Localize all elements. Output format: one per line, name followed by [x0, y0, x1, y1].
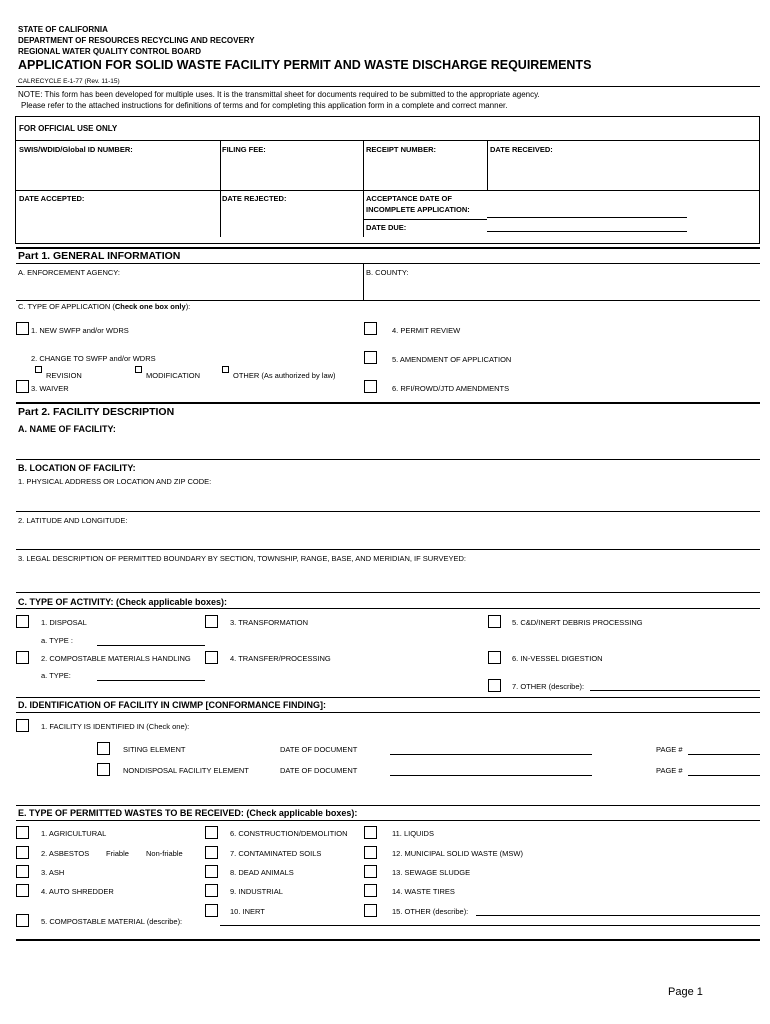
- facility-name-field[interactable]: [16, 459, 760, 460]
- application-type-label: C. TYPE OF APPLICATION (Check one box only):: [18, 302, 191, 311]
- asbestos-friable-label: Friable: [106, 849, 129, 858]
- sewage-sludge-checkbox[interactable]: [364, 865, 377, 878]
- acceptance-date-label-1: ACCEPTANCE DATE OF: [366, 194, 452, 203]
- rfi-rowd-checkbox[interactable]: [364, 380, 377, 393]
- in-vessel-label: 6. IN-VESSEL DIGESTION: [512, 654, 603, 663]
- county-label: B. COUNTY:: [366, 268, 409, 277]
- auto-shredder-checkbox[interactable]: [16, 884, 29, 897]
- form-title: APPLICATION FOR SOLID WASTE FACILITY PERMIT AND WASTE DISCHARGE REQUIREMENTS: [18, 58, 592, 72]
- modification-label: MODIFICATION: [146, 371, 201, 380]
- compostable-material-checkbox[interactable]: [16, 914, 29, 927]
- agricultural-label: 1. AGRICULTURAL: [41, 829, 107, 838]
- nondisposal-element-label: NONDISPOSAL FACILITY ELEMENT: [123, 766, 249, 775]
- state-name: STATE OF CALIFORNIA: [18, 25, 108, 34]
- liquids-label: 11. LIQUIDS: [392, 829, 434, 838]
- siting-page-field[interactable]: [688, 754, 760, 755]
- acceptance-date-field[interactable]: [487, 217, 687, 218]
- asbestos-checkbox[interactable]: [16, 846, 29, 859]
- note-line-2: Please refer to the attached instructions for definitions of terms and for completing this application form in a complete and correct manner.: [21, 101, 508, 110]
- amendment-label: 5. AMENDMENT OF APPLICATION: [392, 355, 512, 364]
- other-authorized-checkbox[interactable]: [222, 366, 229, 373]
- compostable-material-label: 5. COMPOSTABLE MATERIAL (describe):: [41, 917, 183, 926]
- compostable-type-label: a. TYPE:: [41, 671, 71, 680]
- physical-address-field[interactable]: [16, 511, 760, 512]
- other-waste-label: 15. OTHER (describe):: [392, 907, 469, 916]
- msw-checkbox[interactable]: [364, 846, 377, 859]
- part2-heading: Part 2. FACILITY DESCRIPTION: [18, 406, 175, 418]
- nondisposal-element-checkbox[interactable]: [97, 763, 110, 776]
- new-swfp-label: 1. NEW SWFP and/or WDRS: [31, 326, 129, 335]
- siting-element-checkbox[interactable]: [97, 742, 110, 755]
- new-swfp-checkbox[interactable]: [16, 322, 29, 335]
- date-due-field[interactable]: [487, 231, 687, 232]
- date-rejected-label: DATE REJECTED:: [222, 194, 287, 203]
- swis-label: SWIS/WDID/Global ID NUMBER:: [19, 145, 133, 154]
- compostable-type-field[interactable]: [97, 680, 205, 681]
- facility-name-label: A. NAME OF FACILITY:: [18, 424, 116, 434]
- change-swfp-label: 2. CHANGE TO SWFP and/or WDRS: [31, 354, 156, 363]
- disposal-type-label: a. TYPE :: [41, 636, 73, 645]
- industrial-checkbox[interactable]: [205, 884, 218, 897]
- revision-checkbox[interactable]: [35, 366, 42, 373]
- other-activity-label: 7. OTHER (describe):: [512, 682, 585, 691]
- nondisposal-date-field[interactable]: [390, 775, 592, 776]
- amendment-checkbox[interactable]: [364, 351, 377, 364]
- industrial-label: 9. INDUSTRIAL: [230, 887, 283, 896]
- disposal-type-field[interactable]: [97, 645, 205, 646]
- facility-location-label: B. LOCATION OF FACILITY:: [18, 463, 136, 473]
- date-received-label: DATE RECEIVED:: [490, 145, 553, 154]
- other-authorized-label: OTHER (As authorized by law): [233, 371, 336, 380]
- waste-heading: E. TYPE OF PERMITTED WASTES TO BE RECEIVED: (Check applicable boxes):: [18, 808, 358, 818]
- permit-review-checkbox[interactable]: [364, 322, 377, 335]
- in-vessel-checkbox[interactable]: [488, 651, 501, 664]
- compostable-material-field[interactable]: [220, 925, 760, 926]
- dead-animals-checkbox[interactable]: [205, 865, 218, 878]
- construction-demolition-label: 6. CONSTRUCTION/DEMOLITION: [230, 829, 348, 838]
- activity-heading: C. TYPE OF ACTIVITY: (Check applicable boxes):: [18, 597, 228, 607]
- other-waste-field[interactable]: [476, 915, 760, 916]
- waste-tires-checkbox[interactable]: [364, 884, 377, 897]
- date-due-label: DATE DUE:: [366, 223, 407, 232]
- physical-address-label: 1. PHYSICAL ADDRESS OR LOCATION AND ZIP CODE:: [18, 477, 212, 486]
- board-name: REGIONAL WATER QUALITY CONTROL BOARD: [18, 47, 201, 56]
- contaminated-soils-label: 7. CONTAMINATED SOILS: [230, 849, 322, 858]
- other-activity-checkbox[interactable]: [488, 679, 501, 692]
- inert-label: 10. INERT: [230, 907, 265, 916]
- contaminated-soils-checkbox[interactable]: [205, 846, 218, 859]
- cd-inert-label: 5. C&D/INERT DEBRIS PROCESSING: [512, 618, 643, 627]
- acceptance-date-label-2: INCOMPLETE APPLICATION:: [366, 205, 470, 214]
- asbestos-nonfriable-label: Non-friable: [146, 849, 183, 858]
- compostable-handling-label: 2. COMPOSTABLE MATERIALS HANDLING: [41, 654, 191, 663]
- note-line-1: NOTE: This form has been developed for multiple uses. It is the transmittal sheet for documents required to be submitted to the appropriate agency.: [18, 90, 540, 99]
- ash-checkbox[interactable]: [16, 865, 29, 878]
- auto-shredder-label: 4. AUTO SHREDDER: [41, 887, 114, 896]
- enforcement-agency-label: A. ENFORCEMENT AGENCY:: [18, 268, 120, 277]
- waste-tires-label: 14. WASTE TIRES: [392, 887, 455, 896]
- rfi-rowd-label: 6. RFI/ROWD/JTD AMENDMENTS: [392, 384, 510, 393]
- nondisposal-date-label: DATE OF DOCUMENT: [280, 766, 358, 775]
- siting-page-label: PAGE #: [656, 745, 683, 754]
- nondisposal-page-label: PAGE #: [656, 766, 683, 775]
- form-id: CALRECYCLE E-1-77 (Rev. 11-15): [18, 78, 120, 85]
- waiver-checkbox[interactable]: [16, 380, 29, 393]
- ciwmp-heading: D. IDENTIFICATION OF FACILITY IN CIWMP [CONFORMANCE FINDING]:: [18, 700, 326, 710]
- transformation-checkbox[interactable]: [205, 615, 218, 628]
- cd-inert-checkbox[interactable]: [488, 615, 501, 628]
- other-activity-field[interactable]: [590, 690, 760, 691]
- latitude-longitude-field[interactable]: [16, 549, 760, 550]
- legal-description-field[interactable]: [16, 592, 760, 593]
- modification-checkbox[interactable]: [135, 366, 142, 373]
- transfer-processing-label: 4. TRANSFER/PROCESSING: [230, 654, 331, 663]
- asbestos-label: 2. ASBESTOS: [41, 849, 90, 858]
- liquids-checkbox[interactable]: [364, 826, 377, 839]
- dead-animals-label: 8. DEAD ANIMALS: [230, 868, 294, 877]
- permit-review-label: 4. PERMIT REVIEW: [392, 326, 461, 335]
- receipt-number-label: RECEIPT NUMBER:: [366, 145, 437, 154]
- msw-label: 12. MUNICIPAL SOLID WASTE (MSW): [392, 849, 523, 858]
- disposal-label: 1. DISPOSAL: [41, 618, 87, 627]
- siting-date-field[interactable]: [390, 754, 592, 755]
- transformation-label: 3. TRANSFORMATION: [230, 618, 309, 627]
- agricultural-checkbox[interactable]: [16, 826, 29, 839]
- disposal-checkbox[interactable]: [16, 615, 29, 628]
- sewage-sludge-label: 13. SEWAGE SLUDGE: [392, 868, 471, 877]
- siting-date-label: DATE OF DOCUMENT: [280, 745, 358, 754]
- latitude-longitude-label: 2. LATITUDE AND LONGITUDE:: [18, 516, 128, 525]
- department-name: DEPARTMENT OF RESOURCES RECYCLING AND RECOVERY: [18, 36, 255, 45]
- part1-heading: Part 1. GENERAL INFORMATION: [18, 250, 181, 262]
- siting-element-label: SITING ELEMENT: [123, 745, 186, 754]
- date-accepted-label: DATE ACCEPTED:: [19, 194, 85, 203]
- filing-fee-label: FILING FEE:: [222, 145, 266, 154]
- compostable-handling-checkbox[interactable]: [16, 651, 29, 664]
- revision-label: REVISION: [46, 371, 82, 380]
- ash-label: 3. ASH: [41, 868, 65, 877]
- waiver-label: 3. WAIVER: [31, 384, 69, 393]
- legal-description-label: 3. LEGAL DESCRIPTION OF PERMITTED BOUNDARY BY SECTION, TOWNSHIP, RANGE, BASE, AND MERIDIAN, IF SURVEYED:: [18, 554, 467, 563]
- transfer-processing-checkbox[interactable]: [205, 651, 218, 664]
- page-number: Page 1: [668, 986, 703, 998]
- other-waste-checkbox[interactable]: [364, 904, 377, 917]
- official-use-heading: FOR OFFICIAL USE ONLY: [19, 124, 118, 133]
- inert-checkbox[interactable]: [205, 904, 218, 917]
- ciwmp-identified-label: 1. FACILITY IS IDENTIFIED IN (Check one):: [41, 722, 190, 731]
- nondisposal-page-field[interactable]: [688, 775, 760, 776]
- construction-demolition-checkbox[interactable]: [205, 826, 218, 839]
- ciwmp-identified-checkbox[interactable]: [16, 719, 29, 732]
